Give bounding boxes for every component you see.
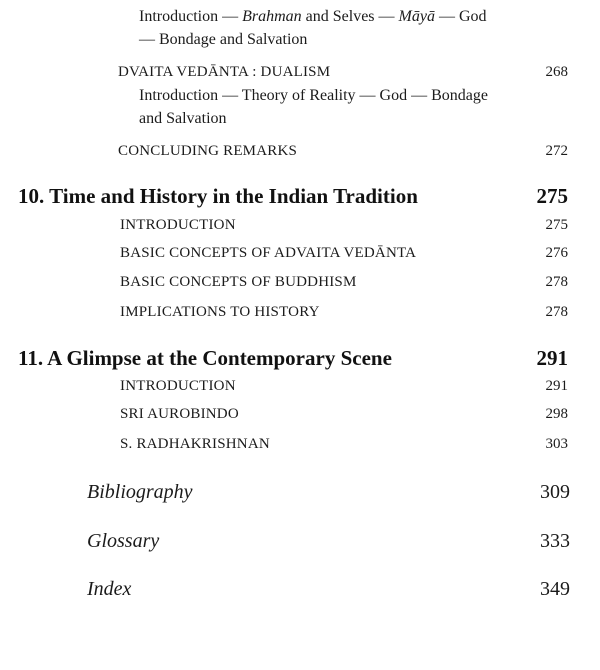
section-title-dvaita: DVAITA VEDĀNTA : DUALISM: [118, 64, 331, 80]
back-matter-bibliography: Bibliography: [87, 481, 193, 503]
section-title: S. RADHAKRISHNAN: [120, 436, 270, 452]
advaita-topics-line-2: — Bondage and Salvation: [139, 31, 308, 48]
dvaita-topics-line-2: and Salvation: [139, 110, 227, 127]
page-number: 268: [545, 64, 568, 80]
chapter-title-11: 11. A Glimpse at the Contemporary Scene: [18, 346, 392, 370]
page-number: 333: [540, 530, 570, 552]
topic-text-italic: Brahman: [242, 8, 302, 25]
page-number: 276: [545, 245, 568, 261]
page-number: 275: [545, 217, 568, 233]
chapter-page-11: 291: [536, 346, 568, 370]
chapter-title-10: 10. Time and History in the Indian Tradition: [18, 184, 418, 208]
topic-text: and Selves —: [301, 8, 399, 25]
topic-text: — God: [434, 8, 487, 25]
page-number: 291: [545, 378, 568, 394]
page-number: 272: [545, 143, 568, 159]
page-number: 303: [545, 436, 568, 452]
topic-text-italic: Māyā: [398, 8, 435, 25]
chapter-page-10: 275: [536, 184, 568, 208]
advaita-topics-line-1: [139, 6, 579, 27]
section-title: IMPLICATIONS TO HISTORY: [120, 304, 320, 320]
section-title: INTRODUCTION: [120, 378, 236, 394]
page-number: 278: [545, 304, 568, 320]
dvaita-topics-line-1: Introduction — Theory of Reality — God — Bondage: [139, 87, 488, 104]
back-matter-index: Index: [87, 578, 132, 600]
page-number: 309: [540, 481, 570, 503]
section-title: SRI AUROBINDO: [120, 406, 239, 422]
page-number: 298: [545, 406, 568, 422]
section-title-concluding: CONCLUDING REMARKS: [118, 143, 298, 159]
page-number: 349: [540, 578, 570, 600]
section-title: BASIC CONCEPTS OF ADVAITA VEDĀNTA: [120, 245, 417, 261]
topic-text: Introduction —: [139, 8, 243, 25]
section-title: INTRODUCTION: [120, 217, 236, 233]
back-matter-glossary: Glossary: [87, 530, 160, 552]
section-title: BASIC CONCEPTS OF BUDDHISM: [120, 274, 357, 290]
page-number: 278: [545, 274, 568, 290]
